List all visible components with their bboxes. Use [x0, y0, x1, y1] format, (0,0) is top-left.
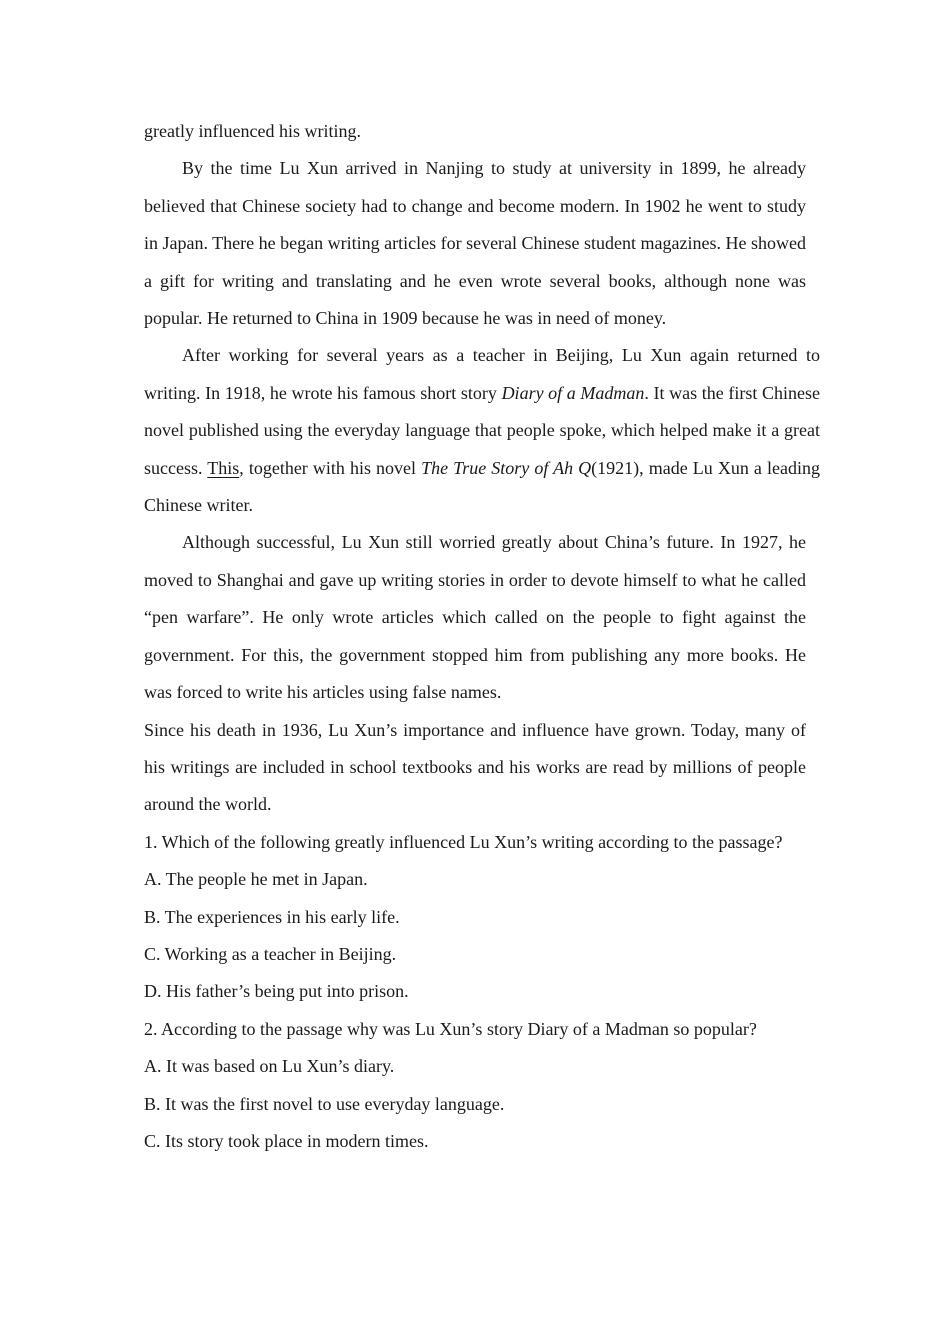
question-1-stem: 1. Which of the following greatly influenced Lu Xun’s writing according to the passage? — [144, 831, 783, 852]
question-1-option-b: B. The experiences in his early life. — [144, 906, 400, 927]
question-1-option-c: C. Working as a teacher in Beijing. — [144, 943, 397, 964]
text-segment: . It was the first Chinese novel published using the everyday language that people spoke, which helped make it a great success. — [144, 382, 820, 478]
question-1-option-d: D. His father’s being put into prison. — [144, 981, 409, 1002]
paragraph-legacy: Since his death in 1936, Lu Xun’s importance and influence have grown. Today, many of his writings are included in school textbooks and his works are read by millions of people around the world. — [144, 719, 806, 815]
question-2-option-b: B. It was the first novel to use everyday language. — [144, 1093, 505, 1114]
paragraph-continuation: greatly influenced his writing. — [144, 121, 361, 141]
question-1-option-a: A. The people he met in Japan. — [144, 869, 368, 890]
question-2-option-c: C. Its story took place in modern times. — [144, 1130, 429, 1151]
text-segment: , together with his novel — [239, 457, 422, 478]
book-title-diary-of-a-madman: Diary of a Madman — [501, 382, 645, 403]
text-segment: (1921), made Lu Xun a leading Chinese writer. — [144, 457, 820, 516]
paragraph-beijing-writing — [144, 337, 820, 524]
text-segment: After working for several years as a teacher in Beijing, Lu Xun again returned to writing. In 1918, he wrote his famous short story — [144, 345, 820, 403]
underlined-word-this: This — [207, 457, 240, 478]
document-page — [144, 113, 820, 1160]
question-2-option-a: A. It was based on Lu Xun’s diary. — [144, 1056, 395, 1077]
paragraph-nanjing-japan: By the time Lu Xun arrived in Nanjing to study at university in 1899, he already believed that Chinese society had to change and become modern. In 1902 he went to study in Japan. There he began writing articles for several Chinese student magazines. He showed a gift for writing and translating and he even wrote several books, although none was popular. He returned to China in 1909 because he was in need of money. — [144, 158, 806, 329]
question-2-stem: 2. According to the passage why was Lu Xun’s story Diary of a Madman so popular? — [144, 1018, 757, 1039]
book-title-true-story-of-ah-q: The True Story of Ah Q — [421, 457, 592, 478]
paragraph-shanghai-pen-warfare: Although successful, Lu Xun still worried greatly about China’s future. In 1927, he moved to Shanghai and gave up writing stories in order to devote himself to what he called “pen warfare”. He only wrote articles which called on the people to fight against the government. For this, the government stopped him from publishing any more books. He was forced to write his articles using false names. — [144, 532, 806, 703]
